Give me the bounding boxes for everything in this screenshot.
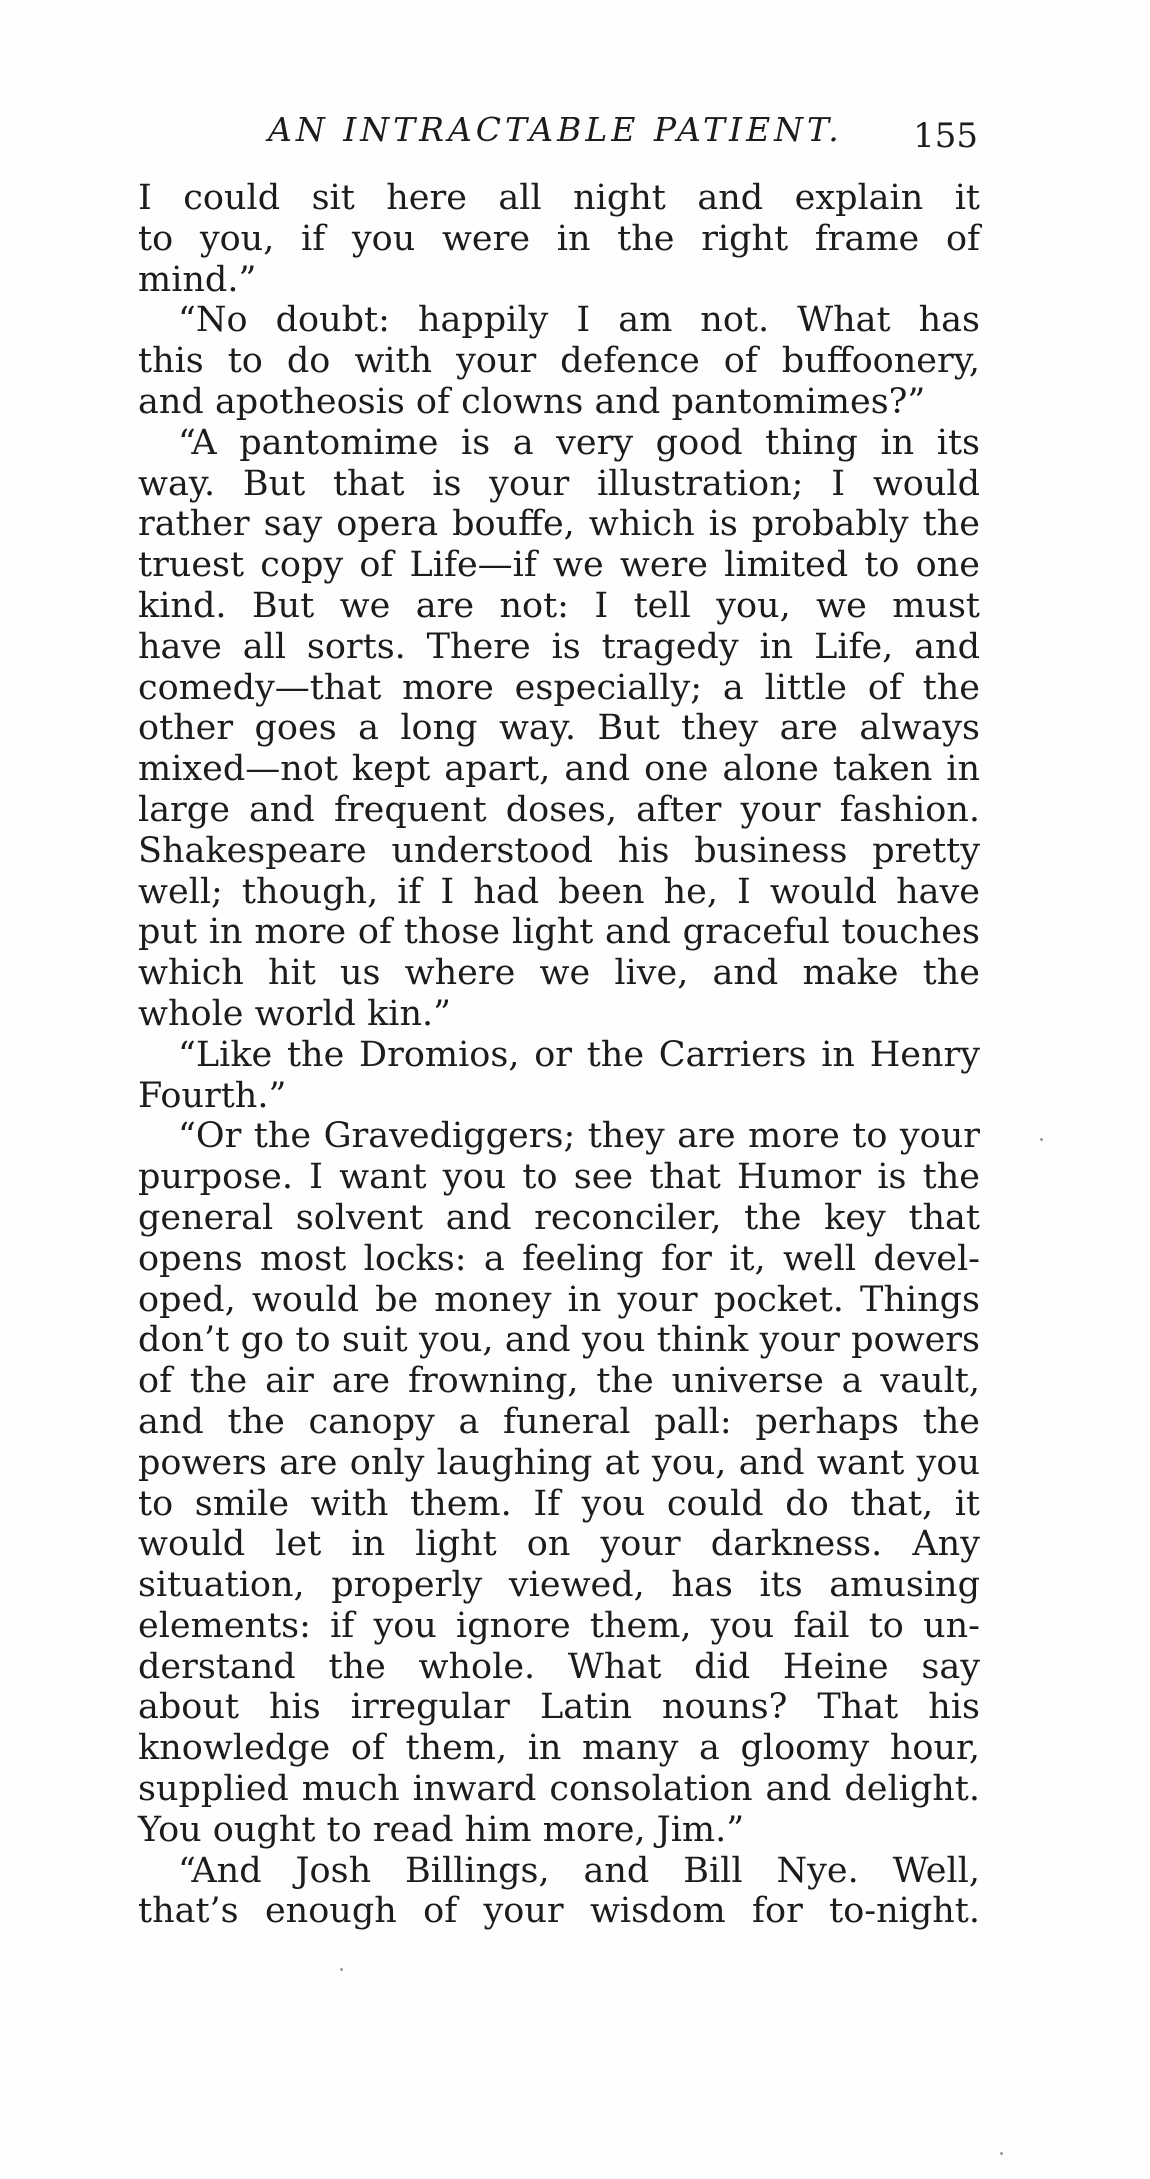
text-line: large and frequent doses, after your fashion. bbox=[138, 789, 980, 830]
text-line: situation, properly viewed, has its amusing bbox=[138, 1565, 980, 1606]
text-line: that’s enough of your wisdom for to-night. bbox=[138, 1891, 980, 1932]
text-line: purpose. I want you to see that Humor is the bbox=[138, 1157, 980, 1198]
text-line: opens most locks: a feeling for it, well devel- bbox=[138, 1238, 980, 1279]
text-line: “No doubt: happily I am not. What has bbox=[178, 300, 980, 341]
running-title: AN INTRACTABLE PATIENT. bbox=[268, 110, 843, 149]
text-line: which hit us where we live, and make the bbox=[138, 953, 980, 994]
text-line: and the canopy a funeral pall: perhaps the bbox=[138, 1401, 980, 1442]
text-line: put in more of those light and graceful touches bbox=[138, 912, 980, 953]
text-line: of the air are frowning, the universe a vault, bbox=[138, 1361, 980, 1402]
text-line: rather say opera bouffe, which is probably the bbox=[138, 504, 980, 545]
body-text bbox=[138, 178, 980, 1932]
text-line: and apotheosis of clowns and pantomimes?” bbox=[138, 381, 926, 422]
text-line: to you, if you were in the right frame of bbox=[138, 218, 980, 259]
text-line: elements: if you ignore them, you fail to un- bbox=[138, 1605, 980, 1646]
text-line: have all sorts. There is tragedy in Life, and bbox=[138, 626, 980, 667]
text-line: supplied much inward consolation and delight. bbox=[138, 1769, 980, 1810]
text-line: Fourth.” bbox=[138, 1075, 287, 1116]
text-line: other goes a long way. But they are always bbox=[138, 708, 980, 749]
text-line: knowledge of them, in many a gloomy hour, bbox=[138, 1728, 980, 1769]
running-head bbox=[138, 110, 978, 160]
text-line: mixed—not kept apart, and one alone taken in bbox=[138, 749, 980, 790]
text-line: don’t go to suit you, and you think your powers bbox=[138, 1320, 980, 1361]
paper-speck bbox=[1000, 2152, 1003, 2155]
text-line: oped, would be money in your pocket. Things bbox=[138, 1279, 980, 1320]
text-line: this to do with your defence of buffoonery, bbox=[138, 341, 980, 382]
paper-speck bbox=[1040, 1138, 1043, 1141]
paper-speck bbox=[340, 1968, 343, 1971]
text-line: “Or the Gravediggers; they are more to your bbox=[178, 1116, 980, 1157]
text-line: I could sit here all night and explain it bbox=[138, 178, 980, 218]
text-line: “And Josh Billings, and Bill Nye. Well, bbox=[178, 1850, 980, 1891]
text-line: about his irregular Latin nouns? That his bbox=[138, 1687, 980, 1728]
text-line: well; though, if I had been he, I would have bbox=[138, 871, 980, 912]
text-line: general solvent and reconciler, the key that bbox=[138, 1197, 980, 1238]
text-line: way. But that is your illustration; I would bbox=[138, 463, 980, 504]
text-line: truest copy of Life—if we were limited to one bbox=[138, 545, 980, 586]
text-line: derstand the whole. What did Heine say bbox=[138, 1646, 980, 1687]
text-line: powers are only laughing at you, and want you bbox=[138, 1442, 980, 1483]
text-line: Shakespeare understood his business pretty bbox=[138, 830, 980, 871]
text-line: whole world kin.” bbox=[138, 993, 452, 1034]
text-line: mind.” bbox=[138, 259, 257, 300]
text-line: kind. But we are not: I tell you, we must bbox=[138, 585, 980, 626]
text-line: comedy—that more especially; a little of the bbox=[138, 667, 980, 708]
text-line: “Like the Dromios, or the Carriers in Henry bbox=[178, 1034, 980, 1075]
text-line: You ought to read him more, Jim.” bbox=[138, 1809, 745, 1850]
text-line: to smile with them. If you could do that, it bbox=[138, 1483, 980, 1524]
text-line: “A pantomime is a very good thing in its bbox=[178, 422, 980, 463]
text-line: would let in light on your darkness. Any bbox=[138, 1524, 980, 1565]
page-number: 155 bbox=[913, 116, 978, 156]
